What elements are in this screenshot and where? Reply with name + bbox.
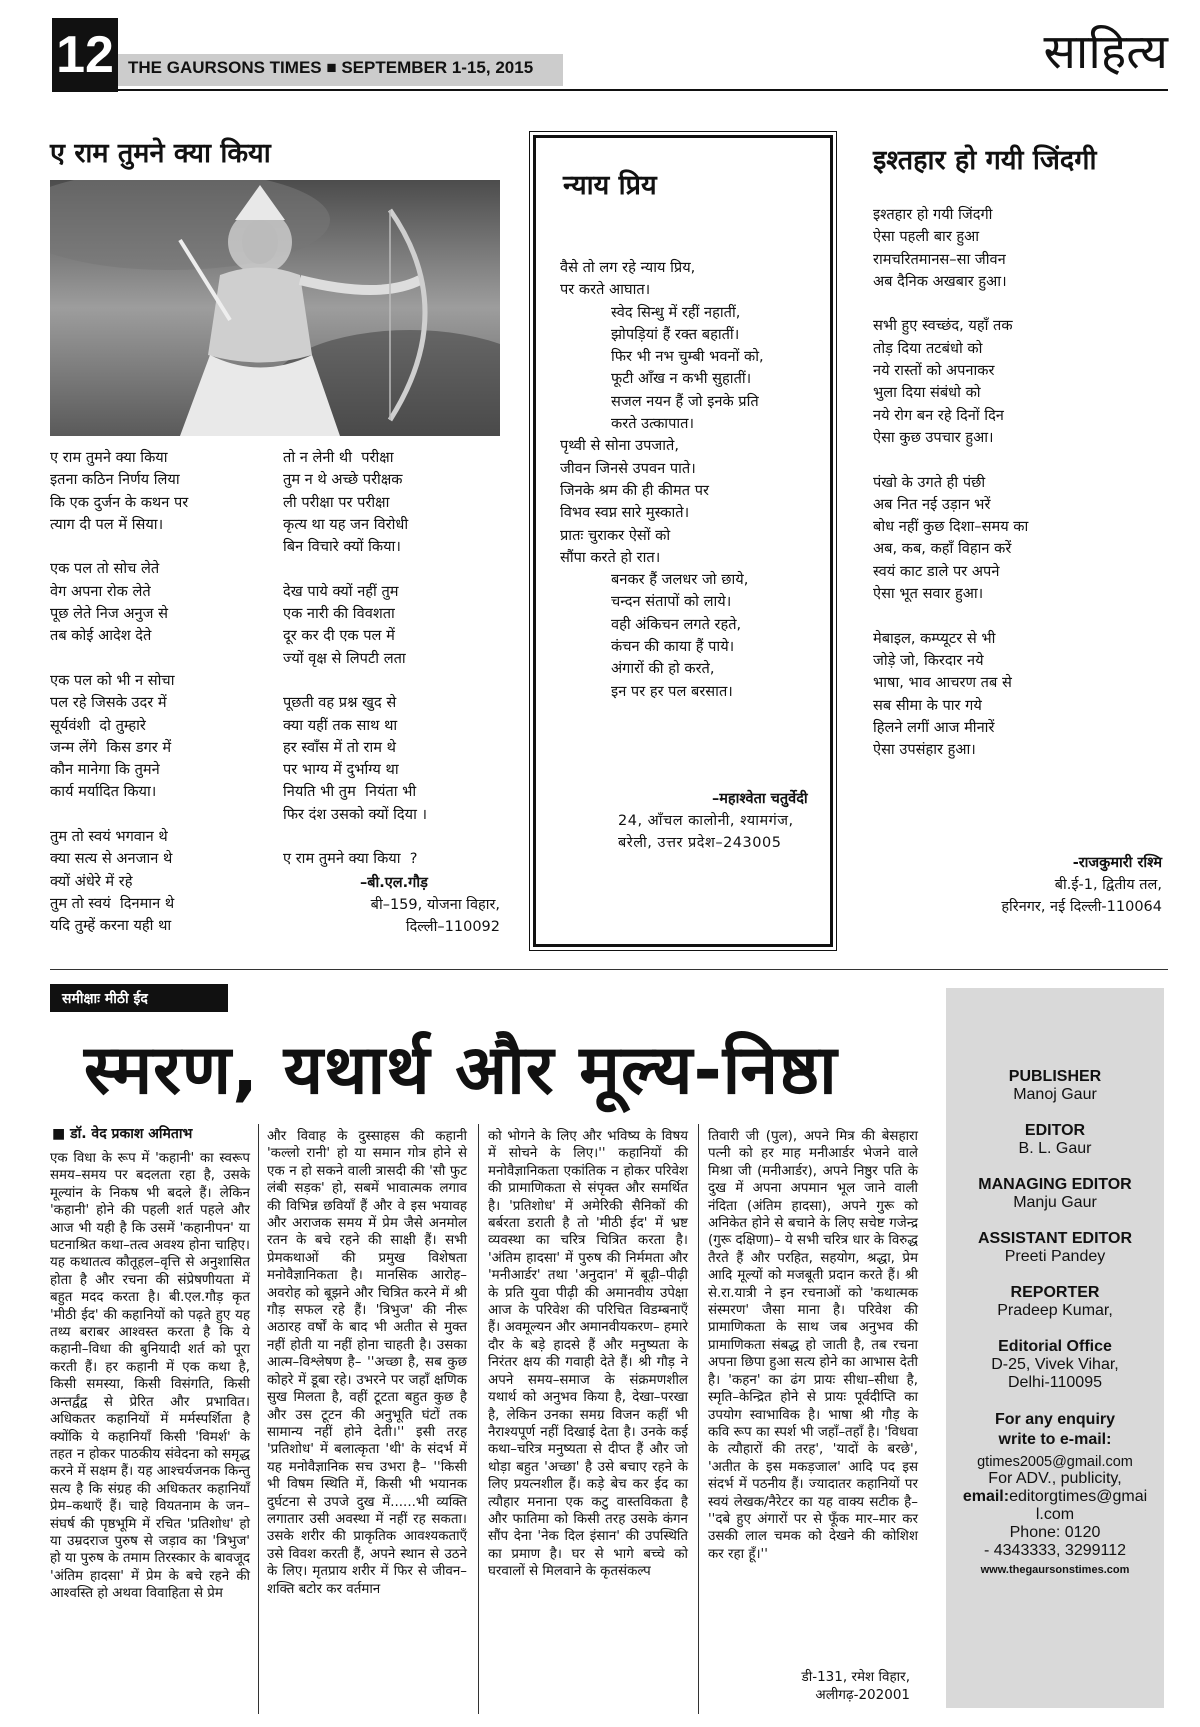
column-rule [258,1124,259,1714]
review-column-1 [50,1150,250,1603]
editor-label: EDITOR [1024,1122,1086,1139]
section-title: साहित्य [1043,24,1168,80]
reporter-label: REPORTER [1010,1284,1100,1301]
review-headline: स्मरण, यथार्थ और मूल्य-निष्ठा [84,1031,838,1110]
poem3-address: बी.ई-1, द्वितीय तल, हरिनगर, नई दिल्ली-110064 [1001,877,1162,915]
column-rule [698,1124,699,1714]
editorial-office-value: D-25, Vivek Vihar, Delhi-110095 [991,1356,1119,1391]
email-1[interactable]: gtimes2005@gmail.com [977,1454,1133,1470]
paper-dateline-bar [118,54,563,86]
review-address: डी-131, रमेश विहार, अलीगढ़-202001 [801,1669,910,1703]
managing-editor-value: Manju Gaur [1013,1194,1097,1211]
poem2-text: वैसे तो लग रहे न्याय प्रिय, पर करते आघात। स्वेद सिन्धु में रहीं नहातीं, झोपड़ियां हैं रक्त बहातीं। फिर भी नभ चुम्बी भवनों को, फूटी आँख न कभी सुहातीं। सजल नयन हैं जो इनके प्रति करते उत्कापात। पृथ्वी से सोना उपजाते, जीवन जिनसे उपवन पाते। जिनके श्रम की ही कीमत पर विभव स्वप्न सारे मुस्काते। प्रातः चुराकर ऐसों को सौंपा करते हो रात। बनकर हैं जलधर जो छाये, चन्दन संतापों को लाये। वही अंकिचन लगते रहते, कंचन की काया हैं पाये। अंगारों की हो करते, इन पर हर पल बरसात। [560,259,764,700]
website-link[interactable]: www.thegaursonstimes.com [980,1564,1130,1576]
review-paragraph: और विवाह के दुस्साहस की कहानी 'कल्लो रानी' हो या समान गोत्र होने से एक न हो सकने वाली त्रासदी की 'सौ फुट लंबी सड़क' हो, सबमें भावात्मक लगाव की विभिन्न छवियाँ हैं और वे इस भयावह और अराजक समय में प्रेम जैसे अनमोल रतन के बचे रहने की साक्षी हैं। सभी प्रेमकथाओं की प्रमुख विशेषता मनोवैज्ञानिकता है। मानसिक आरोह–अवरोह को बूझने और चित्रित करने में श्री गौड़ सफल रहे हैं। 'त्रिभुज' की नीरू अठारह वर्षों के बाद भी अतीत से मुक्त नहीं होती या नहीं होना चाहती है। उसका आत्म–विश्लेषण है– ''अच्छा है, सब कुछ कोहरे में डूबा रहे। उभरने पर जहाँ क्षणिक सुख मिलता है, वहीं टूटता बहुत कुछ है और उस टूटन की अनुभूति घंटों तक सामान्य नहीं होने देती।'' इसी तरह 'प्रतिशोध' में बलात्कृता 'थी' के संदर्भ में यह मनोवैज्ञानिक सच उभरा है– ''किसी भी विषम स्थिति में, किसी भी भयानक दुर्घटना से उपजे दुख में......भी व्यक्ति लगातार उसी अवस्था में नहीं रह सकता। उसके शरीर की प्राकृतिक आवश्यकताएँ उसे विवश करती हैं, अपने स्थान से उठने के लिए। मृतप्राय शरीर में फिर से जीवन–शक्ति बटोर कर वर्तमान [267,1129,467,1597]
paper-dateline: THE GAURSONS TIMES ■ SEPTEMBER 1-15, 2015 [128,58,534,77]
poem1-column-1: ए राम तुमने क्या किया इतना कठिन निर्णय लिया कि एक दुर्जन के कथन पर त्याग दी पल में सिया। एक पल तो सोच लेते वेग अपना रोक लेते पूछ लेते निज अनुज से तब कोई आदेश देते एक पल को भी न सोचा पल रहे जिसके उदर में सूर्यवंशी दो तुम्हारे जन्म लेंगे किस डगर में कौन मानेगा कि तुमने कार्य मर्यादित किया। तुम तो स्वयं भगवान थे क्या सत्य से अनजान थे क्यों अंधेरे में रहे तुम तो स्वयं दिनमान थे यदि तुम्हें करना यही था [50,449,189,935]
publisher-value: Manoj Gaur [1013,1086,1097,1103]
poem2-author: –महाश्वेता चतुर्वेदी [712,791,808,807]
poem1-column-2: तो न लेनी थी परीक्षा तुम न थे अच्छे परीक्षक ली परीक्षा पर परीक्षा कृत्य था यह जन विरोधी बिन विचारे क्यों किया। देख पाये क्यों नहीं तुम एक नारी की विवशता दूर कर दी एक पल में ज्यों वृक्ष से लिपटी लता पूछती वह प्रश्न खुद से क्या यहीं तक साथ था हर स्वाँस में तो राम थे पर भाग्य में दुर्भाग्य था नियति भी तुम नियंता भी फिर दंश उसको क्यों दिया । ए राम तुमने क्या किया ? [283,449,428,868]
email-2[interactable]: editorgtimes@gmail.com [1009,1488,1148,1523]
managing-editor-label: MANAGING EDITOR [978,1176,1132,1193]
poem3-text: इश्तहार हो गयी जिंदगी ऐसा पहली बार हुआ रामचरितमानस–सा जीवन अब दैनिक अखबार हुआ। सभी हुए स्वच्छंद, यहाँ तक तोड़ दिया तटबंधो को नये रास्तों को अपनाकर भुला दिया संबंधो को नये रोग बन रहे दिनों दिन ऐसा कुछ उपचार हुआ। पंखो के उगते ही पंछी अब नित नई उड़ान भरें बोध नहीं कुछ दिशा–समय का अब, कब, कहाँ विहान करें स्वयं काट डाले पर अपने ऐसा भूत सवार हुआ। मेबाइल, कम्प्यूटर से भी जोड़े जो, किरदार नये भाषा, भाव आचरण तब से सब सीमा के पार गये हिलने लगीं आज मीनारें ऐसा उपसंहार हुआ। [873,206,1029,759]
editorial-office-label: Editorial Office [998,1338,1112,1355]
assistant-editor-value: Preeti Pandey [1004,1248,1106,1265]
review-author: ■ डॉ. वेद प्रकाश अमिताभ [52,1126,193,1142]
review-paragraph: को भोगने के लिए और भविष्य के विषय में सोचने के लिए।'' कहानियों की मनोवैज्ञानिकता एकांतिक न होकर परिवेश की प्रामाणिकता से संपृक्त और समर्थित है। 'प्रतिशोध' में अमेरिकी सैनिकों की बर्बरता डराती है तो 'मीठी ईद' में भ्रष्ट व्यवस्था का चरित्र चित्रित करता है। 'अंतिम हादसा' में पुरुष की निर्ममता और 'मनीआर्डर' तथा 'अनुदान' में बूढ़ी–पीढ़ी के प्रति युवा पीढ़ी की अमानवीय उपेक्षा आज के परिवेश की परिचित विडम्बनाएँ हैं। अवमूल्यन और अमानवीयकरण– हमारे दौर के बड़े हादसे हैं और मनुष्यता के निरंतर क्षय की गवाही देते हैं। श्री गौड़ ने अपने समय–समाज के संक्रमणशील यथार्थ को अनुभव किया है, देखा–परखा है, लेकिन उनका समग्र विजन कहीं भी नैराश्यपूर्ण नहीं दिखाई देता है। उनके कई कथा–चरित्र मनुष्यता से दीप्त हैं और जो थोड़ा बहुत 'अच्छा' है उसे बचाए रहने के लिए प्रयत्नशील हैं। कड़े बेच कर ईद का त्यौहार मनाना एक कटु वास्तविकता है और फातिमा को किसी तरह उसके कंगन सौंप देना 'नेक दिल इंसान' की उपस्थिति का प्रमाण है। घर से भागे बच्चे को घरवालों से मिलवाने के कृतसंकल्प [488,1129,688,1580]
poem3-title: इश्तहार हो गयी जिंदगी [873,145,1097,176]
poem3-author: -राजकुमारी रश्मि [1072,855,1162,871]
poem1-address: बी–159, योजना विहार, दिल्ली–110092 [370,897,500,935]
review-column-2 [267,1128,467,1598]
review-column-3 [488,1128,688,1581]
phone-text: Phone: 0120 - 4343333, 3299112 [983,1524,1127,1559]
poem2-address: 24, आँचल कालोनी, श्यामगंज, बरेली, उत्तर प्रदेश–243005 [618,813,794,852]
header-rule [118,89,1168,91]
poem1-author: –बी.एल.गौड़ [360,875,428,891]
review-paragraph: तिवारी जी (पुल), अपने मित्र की बेसहारा पत्नी को हर माह मनीआर्डर भेजने वाले मिश्रा जी (मनीआर्डर), अपने निष्ठुर पति के दुख में अपना अपमान भूल जाने वाली नंदिता (अंतिम हादसा), अपने गुरू को अनिकेत होने से बचाने के लिए सचेष्ट गजेन्द्र (गुरू दक्षिणा)– ये सभी चरित्र धार के विरुद्ध तैरते हैं और परहित, सहयोग, श्रद्धा, प्रेम आदि मूल्यों को मजबूती प्रदान करते हैं। श्री से.रा.यात्री ने इन रचनाओं को 'कथात्मक संस्मरण' जैसा माना है। परिवेश की प्रामाणिकता के साथ जब अनुभव की प्रामाणिकता संबद्ध हो जाती है, तब रचना अपना छिपा हुआ सत्य होने का आभास देती है। 'कहन' का ढंग प्रायः सीधा–सीधा है, स्मृति–केन्द्रित होने से प्रायः पूर्वदीप्ति का उपयोग स्वाभाविक है। भाषा श्री गौड़ के कवि रूप का स्पर्श भी जहाँ–तहाँ है। 'विधवा के त्यौहारों की तरह', 'यादों के बरछे', 'अतीत के इस मकड़जाल' आदि पद इस संदर्भ में पठनीय हैं। ज्यादातर कहानियों पर स्वयं लेखक/नैरेटर का यह वाक्य सटीक है– ''दबे हुए अंगारों पर से फूँक मार–मार कर उसकी लाल चमक को देखने की कोशिश कर रहा हूँ।'' [708,1129,918,1562]
lord-ram-illustration [50,180,500,436]
editor-value: B. L. Gaur [1018,1140,1092,1157]
review-tag: समीक्षाः मीठी ईद [50,984,228,1012]
review-paragraph: एक विधा के रूप में 'कहानी' का स्वरूप समय–समय पर बदलता रहा है, उसके मूल्यांन के निकष भी बदले हैं। लेकिन 'कहानी' होने की पहली शर्त पहले और आज भी यही है कि उसमें 'कहानीपन' या घटनाश्रित कथा–तत्व अवश्य होना चाहिए। यह कथातत्व कौतूहल–वृत्ति से अनुशासित होता है और रचना की संप्रेषणीयता में बहुत मदद करता है। बी.एल.गौड़ कृत 'मीठी ईद' की कहानियों को पढ़ते हुए यह तथ्य बराबर आश्वस्त करता है कि ये कहानी–विधा की बुनियादी शर्त को पूरा करती हैं। हर कहानी में एक कथा है, किसी समस्या, किसी विसंगति, किसी अन्तर्द्वंद्व से प्रेरित और प्रभावित। अधिकतर कहानियों में मर्मस्पर्शिता है क्योंकि ये कहानियाँ किसी 'विमर्श' के तहत न होकर पाठकीय संवेदना को समृद्ध करने में सक्षम हैं। यह आश्चर्यजनक किन्तु सत्य है कि संग्रह की अधिकतर कहानियाँ प्रेम–कथाएँ हैं। चाहे वियतनाम के जन–संघर्ष की पृष्ठभूमि में रचित 'प्रतिशोध' हो या उम्रदराज पुरुष से जड़ाव का 'त्रिभुज' हो या पुरुष के तमाम तिरस्कार के बावजूद 'अंतिम हादसा' में प्रेम के बचे रहने की आश्वस्ति हो अथवा विवाहिता से प्रेम [50,1151,250,1602]
page-number: 12 [52,18,118,92]
publisher-label: PUBLISHER [1008,1068,1102,1085]
column-rule [478,1124,479,1714]
email-2-label: email: [962,1488,1010,1505]
poem1-title: ए राम तुमने क्या किया [50,138,271,169]
review-column-4 [708,1128,918,1563]
reporter-value: Pradeep Kumar, [997,1302,1113,1319]
enquiry-text: For any enquiry write to e-mail: [994,1411,1116,1448]
lord-ram-image [50,180,500,436]
adv-text: For ADV., publicity, [988,1470,1122,1487]
publisher-info-box [946,988,1164,1708]
assistant-editor-label: ASSISTANT EDITOR [977,1230,1133,1247]
poem2-title: न्याय प्रिय [563,170,657,201]
section-divider [50,969,1168,970]
